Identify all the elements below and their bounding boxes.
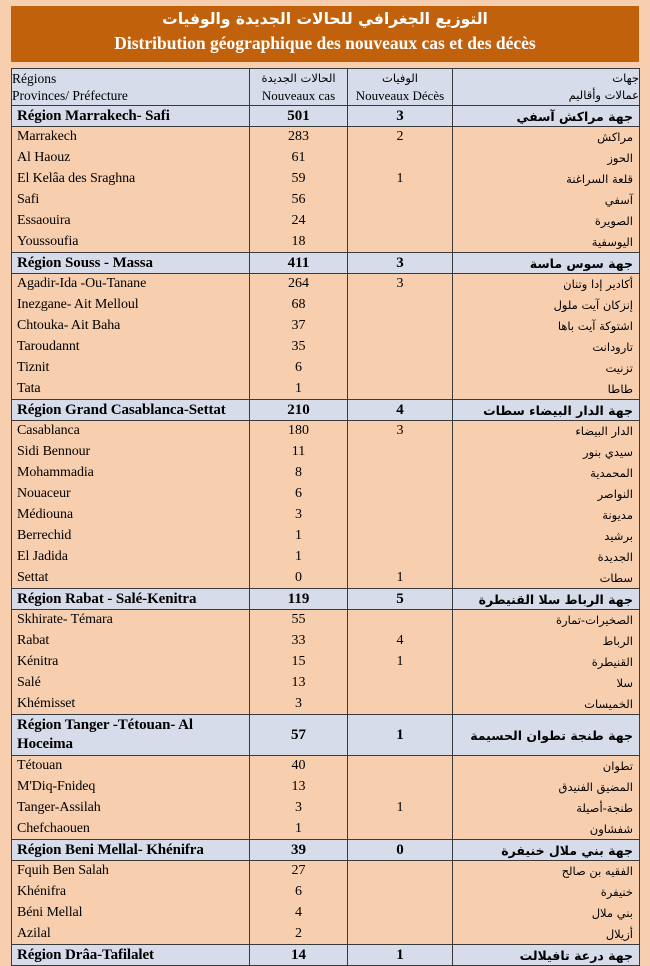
province-deaths: 1	[348, 169, 453, 190]
province-new-cases: 6	[250, 484, 348, 505]
province-row[interactable]	[12, 526, 640, 547]
region-new-cases: 57	[250, 715, 348, 756]
province-new-cases: 59	[250, 169, 348, 190]
header-regions-arabic-line1: جهات	[612, 71, 639, 85]
province-name-ar: سيدي بنور	[453, 442, 640, 463]
province-new-cases: 35	[250, 337, 348, 358]
province-name-fr: Casablanca	[12, 421, 250, 442]
province-name-ar: الجديدة	[453, 547, 640, 568]
province-name-fr: Tata	[12, 379, 250, 400]
region-name-ar: جهة سوس ماسة	[453, 253, 640, 274]
region-deaths: 4	[348, 400, 453, 421]
province-new-cases: 0	[250, 568, 348, 589]
region-name-ar: جهة طنجة تطوان الحسيمة	[453, 715, 640, 756]
province-name-ar: شفشاون	[453, 819, 640, 840]
province-name-ar: برشيد	[453, 526, 640, 547]
province-row[interactable]	[12, 694, 640, 715]
province-deaths: 1	[348, 798, 453, 819]
province-deaths	[348, 232, 453, 253]
province-name-fr: Salé	[12, 673, 250, 694]
region-name-fr: Région Souss - Massa	[12, 253, 250, 274]
province-deaths: 2	[348, 127, 453, 148]
province-row[interactable]	[12, 442, 640, 463]
province-row[interactable]	[12, 610, 640, 631]
province-name-fr: Kénitra	[12, 652, 250, 673]
title-banner	[11, 6, 639, 62]
table-body	[12, 69, 640, 966]
province-new-cases: 180	[250, 421, 348, 442]
province-name-fr: Safi	[12, 190, 250, 211]
province-name-ar: المحمدية	[453, 463, 640, 484]
province-new-cases: 283	[250, 127, 348, 148]
province-name-ar: خنيفرة	[453, 882, 640, 903]
province-new-cases: 2	[250, 924, 348, 945]
province-deaths: 1	[348, 568, 453, 589]
province-deaths	[348, 673, 453, 694]
province-name-ar: الصويرة	[453, 211, 640, 232]
province-row[interactable]	[12, 337, 640, 358]
province-name-ar: الحوز	[453, 148, 640, 169]
province-deaths	[348, 777, 453, 798]
region-new-cases: 501	[250, 106, 348, 127]
province-new-cases: 3	[250, 505, 348, 526]
province-deaths	[348, 547, 453, 568]
province-name-ar: تارودانت	[453, 337, 640, 358]
province-new-cases: 1	[250, 526, 348, 547]
header-regions-line2: Provinces/ Préfecture	[12, 88, 128, 103]
region-new-cases: 411	[250, 253, 348, 274]
header-cell-regions	[12, 69, 250, 106]
province-name-ar: طاطا	[453, 379, 640, 400]
province-new-cases: 68	[250, 295, 348, 316]
province-new-cases: 56	[250, 190, 348, 211]
province-row[interactable]	[12, 673, 640, 694]
header-deaths-arabic: الوفيات	[382, 71, 418, 85]
province-name-fr: Nouaceur	[12, 484, 250, 505]
province-name-fr: Rabat	[12, 631, 250, 652]
province-name-fr: Inezgane- Ait Melloul	[12, 295, 250, 316]
province-row[interactable]	[12, 148, 640, 169]
province-name-fr: Tétouan	[12, 756, 250, 777]
province-new-cases: 37	[250, 316, 348, 337]
header-cell-regions-arabic	[453, 69, 640, 106]
province-name-fr: Essaouira	[12, 211, 250, 232]
province-name-fr: Fquih Ben Salah	[12, 861, 250, 882]
region-row[interactable]	[12, 840, 640, 861]
province-new-cases: 40	[250, 756, 348, 777]
region-name-fr: Région Beni Mellal- Khénifra	[12, 840, 250, 861]
province-row[interactable]	[12, 232, 640, 253]
province-new-cases: 3	[250, 694, 348, 715]
province-new-cases: 1	[250, 547, 348, 568]
region-row[interactable]	[12, 400, 640, 421]
province-name-fr: Khémisset	[12, 694, 250, 715]
province-deaths	[348, 882, 453, 903]
province-name-fr: Khénifra	[12, 882, 250, 903]
province-new-cases: 1	[250, 819, 348, 840]
province-row[interactable]	[12, 379, 640, 400]
province-name-fr: Béni Mellal	[12, 903, 250, 924]
province-name-fr: Skhirate- Témara	[12, 610, 250, 631]
province-name-fr: Berrechid	[12, 526, 250, 547]
province-deaths	[348, 379, 453, 400]
province-name-fr: Chefchaouen	[12, 819, 250, 840]
province-row[interactable]	[12, 316, 640, 337]
province-row[interactable]	[12, 274, 640, 295]
province-row[interactable]	[12, 484, 640, 505]
region-deaths: 0	[348, 840, 453, 861]
region-new-cases: 119	[250, 589, 348, 610]
region-row[interactable]	[12, 106, 640, 127]
province-deaths	[348, 358, 453, 379]
region-name-fr: Région Marrakech- Safi	[12, 106, 250, 127]
province-name-ar: الخميسات	[453, 694, 640, 715]
province-new-cases: 13	[250, 777, 348, 798]
region-name-ar: جهة بني ملال خنيفرة	[453, 840, 640, 861]
province-new-cases: 3	[250, 798, 348, 819]
province-row[interactable]	[12, 924, 640, 945]
province-deaths	[348, 484, 453, 505]
province-name-ar: النواصر	[453, 484, 640, 505]
region-name-ar: جهة الدار البيضاء سطات	[453, 400, 640, 421]
province-name-fr: El Jadida	[12, 547, 250, 568]
region-name-ar: جهة الرباط سلا القنيطرة	[453, 589, 640, 610]
province-new-cases: 11	[250, 442, 348, 463]
province-name-ar: الصخيرات-تمارة	[453, 610, 640, 631]
province-new-cases: 6	[250, 358, 348, 379]
province-row[interactable]	[12, 463, 640, 484]
province-deaths	[348, 903, 453, 924]
header-cell-new-cases	[250, 69, 348, 106]
province-name-ar: بني ملال	[453, 903, 640, 924]
header-new-cases-french: Nouveaux cas	[261, 88, 336, 103]
province-deaths	[348, 463, 453, 484]
region-name-ar: جهة مراكش آسفي	[453, 106, 640, 127]
region-deaths: 3	[348, 106, 453, 127]
province-row[interactable]	[12, 127, 640, 148]
region-row[interactable]	[12, 253, 640, 274]
province-name-fr: Sidi Bennour	[12, 442, 250, 463]
header-regions-line1: Régions	[12, 71, 57, 86]
region-deaths: 5	[348, 589, 453, 610]
province-row[interactable]	[12, 295, 640, 316]
province-name-ar: أكادير إدا وتنان	[453, 274, 640, 295]
province-name-ar: طنجة-أصيلة	[453, 798, 640, 819]
header-regions-arabic-line2: عمالات وأقاليم	[568, 88, 639, 102]
province-new-cases: 24	[250, 211, 348, 232]
province-deaths	[348, 756, 453, 777]
province-new-cases: 61	[250, 148, 348, 169]
province-deaths	[348, 819, 453, 840]
province-name-fr: Tanger-Assilah	[12, 798, 250, 819]
province-deaths: 4	[348, 631, 453, 652]
province-name-ar: سطات	[453, 568, 640, 589]
region-row[interactable]	[12, 589, 640, 610]
province-name-fr: Marrakech	[12, 127, 250, 148]
region-row[interactable]	[12, 715, 640, 756]
province-deaths	[348, 442, 453, 463]
region-name-fr: Région Tanger -Tétouan- Al Hoceima	[12, 715, 250, 756]
province-name-ar: القنيطرة	[453, 652, 640, 673]
province-name-ar: آسفي	[453, 190, 640, 211]
province-name-ar: تزنيت	[453, 358, 640, 379]
province-name-fr: Al Haouz	[12, 148, 250, 169]
region-name-fr: Région Drâa-Tafilalet	[12, 945, 250, 966]
province-name-fr: Azilal	[12, 924, 250, 945]
distribution-table-wrapper	[11, 68, 639, 966]
distribution-table	[11, 68, 640, 966]
region-new-cases: 210	[250, 400, 348, 421]
province-row[interactable]	[12, 861, 640, 882]
province-name-fr: El Kelâa des Sraghna	[12, 169, 250, 190]
region-deaths: 1	[348, 715, 453, 756]
province-name-ar: أزيلال	[453, 924, 640, 945]
province-row[interactable]	[12, 652, 640, 673]
province-deaths	[348, 337, 453, 358]
province-deaths: 1	[348, 652, 453, 673]
province-row[interactable]	[12, 798, 640, 819]
province-row[interactable]	[12, 547, 640, 568]
province-deaths	[348, 148, 453, 169]
province-row[interactable]	[12, 777, 640, 798]
province-name-ar: المضيق الفنيدق	[453, 777, 640, 798]
province-new-cases: 15	[250, 652, 348, 673]
province-name-ar: الرباط	[453, 631, 640, 652]
region-deaths: 3	[348, 253, 453, 274]
province-name-ar: الفقيه بن صالح	[453, 861, 640, 882]
title-arabic: التوزيع الجغرافي للحالات الجديدة والوفيات	[162, 10, 488, 28]
province-row[interactable]	[12, 819, 640, 840]
province-deaths: 3	[348, 421, 453, 442]
province-name-ar: سلا	[453, 673, 640, 694]
province-name-ar: الدار البيضاء	[453, 421, 640, 442]
province-name-fr: M'Diq-Fnideq	[12, 777, 250, 798]
province-deaths	[348, 505, 453, 526]
province-new-cases: 264	[250, 274, 348, 295]
province-row[interactable]	[12, 756, 640, 777]
header-deaths-french: Nouveaux Décès	[355, 88, 445, 103]
province-name-fr: Mohammadia	[12, 463, 250, 484]
province-deaths	[348, 861, 453, 882]
province-deaths: 3	[348, 274, 453, 295]
province-deaths	[348, 190, 453, 211]
header-new-cases-arabic: الحالات الجديدة	[261, 71, 336, 85]
province-name-fr: Agadir-Ida -Ou-Tanane	[12, 274, 250, 295]
province-row[interactable]	[12, 421, 640, 442]
province-new-cases: 33	[250, 631, 348, 652]
province-name-ar: مراكش	[453, 127, 640, 148]
province-name-ar: مديونة	[453, 505, 640, 526]
province-deaths	[348, 526, 453, 547]
title-french: Distribution géographique des nouveaux cas et des décès	[114, 33, 536, 53]
region-name-ar: جهة درعة تافيلالت	[453, 945, 640, 966]
province-name-fr: Youssoufia	[12, 232, 250, 253]
province-row[interactable]	[12, 358, 640, 379]
province-name-ar: قلعة السراغنة	[453, 169, 640, 190]
province-new-cases: 18	[250, 232, 348, 253]
province-new-cases: 55	[250, 610, 348, 631]
province-row[interactable]	[12, 211, 640, 232]
province-row[interactable]	[12, 505, 640, 526]
province-deaths	[348, 295, 453, 316]
region-name-fr: Région Rabat - Salé-Kenitra	[12, 589, 250, 610]
region-new-cases: 39	[250, 840, 348, 861]
province-name-fr: Taroudannt	[12, 337, 250, 358]
province-new-cases: 4	[250, 903, 348, 924]
province-row[interactable]	[12, 169, 640, 190]
province-row[interactable]	[12, 882, 640, 903]
province-deaths	[348, 610, 453, 631]
region-deaths: 1	[348, 945, 453, 966]
province-name-ar: اشتوكة آيت باها	[453, 316, 640, 337]
province-new-cases: 13	[250, 673, 348, 694]
province-name-ar: اليوسفية	[453, 232, 640, 253]
region-new-cases: 14	[250, 945, 348, 966]
province-name-ar: إنزكان آيت ملول	[453, 295, 640, 316]
province-name-fr: Settat	[12, 568, 250, 589]
table-header-row	[12, 69, 640, 106]
province-name-ar: تطوان	[453, 756, 640, 777]
province-row[interactable]	[12, 190, 640, 211]
province-new-cases: 8	[250, 463, 348, 484]
province-name-fr: Chtouka- Ait Baha	[12, 316, 250, 337]
province-row[interactable]	[12, 568, 640, 589]
region-row[interactable]	[12, 945, 640, 966]
province-row[interactable]	[12, 631, 640, 652]
province-deaths	[348, 316, 453, 337]
province-deaths	[348, 924, 453, 945]
header-cell-deaths	[348, 69, 453, 106]
province-deaths	[348, 211, 453, 232]
province-deaths	[348, 694, 453, 715]
province-new-cases: 27	[250, 861, 348, 882]
province-row[interactable]	[12, 903, 640, 924]
province-new-cases: 6	[250, 882, 348, 903]
province-new-cases: 1	[250, 379, 348, 400]
province-name-fr: Médiouna	[12, 505, 250, 526]
province-name-fr: Tiznit	[12, 358, 250, 379]
region-name-fr: Région Grand Casablanca-Settat	[12, 400, 250, 421]
